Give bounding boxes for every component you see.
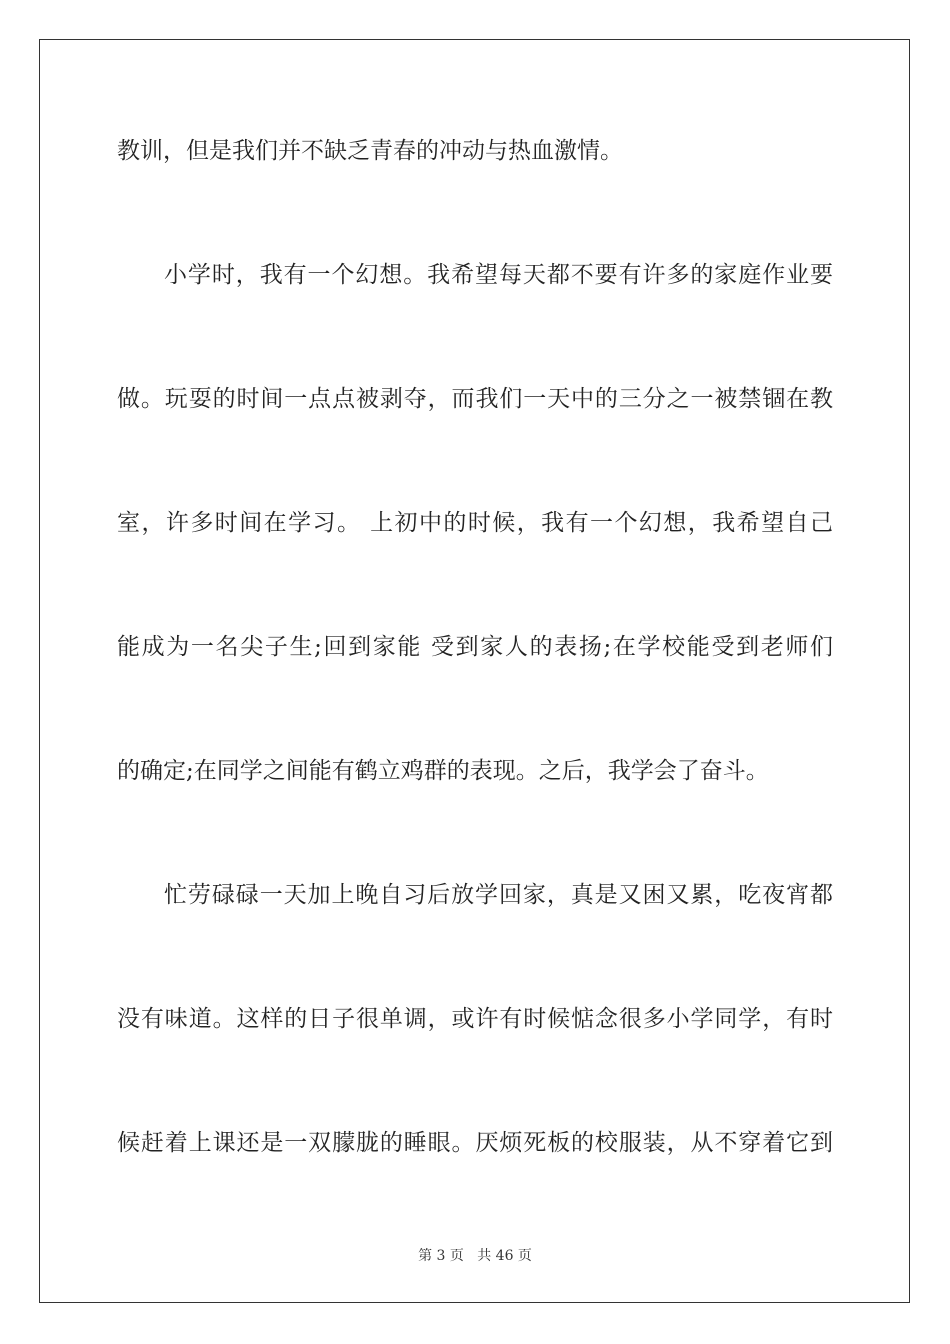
paragraph-line: 忙劳碌碌一天加上晚自习后放学回家，真是又困又累，吃夜宵都	[164, 882, 833, 908]
paragraph-line: 能成为一名尖子生;回到家能 受到家人的表扬;在学校能受到老师们	[117, 634, 833, 660]
paragraph-line: 室，许多时间在学习。 上初中的时候，我有一个幻想，我希望自己	[117, 510, 833, 536]
page-number-footer: 第 3 页 共 46 页	[418, 1248, 532, 1264]
page-border	[39, 39, 910, 1303]
paragraph-line: 做。玩耍的时间一点点被剥夺，而我们一天中的三分之一被禁锢在教	[117, 386, 833, 412]
paragraph-line: 候赶着上课还是一双朦胧的睡眼。厌烦死板的校服装，从不穿着它到	[117, 1130, 833, 1156]
paragraph-line: 小学时，我有一个幻想。我希望每天都不要有许多的家庭作业要	[164, 262, 833, 288]
paragraph-line: 的确定;在同学之间能有鹤立鸡群的表现。之后，我学会了奋斗。	[117, 758, 769, 784]
paragraph-line: 教训，但是我们并不缺乏青春的冲动与热血激情。	[117, 138, 623, 164]
paragraph-line: 没有味道。这样的日子很单调，或许有时候惦念很多小学同学，有时	[117, 1006, 833, 1032]
